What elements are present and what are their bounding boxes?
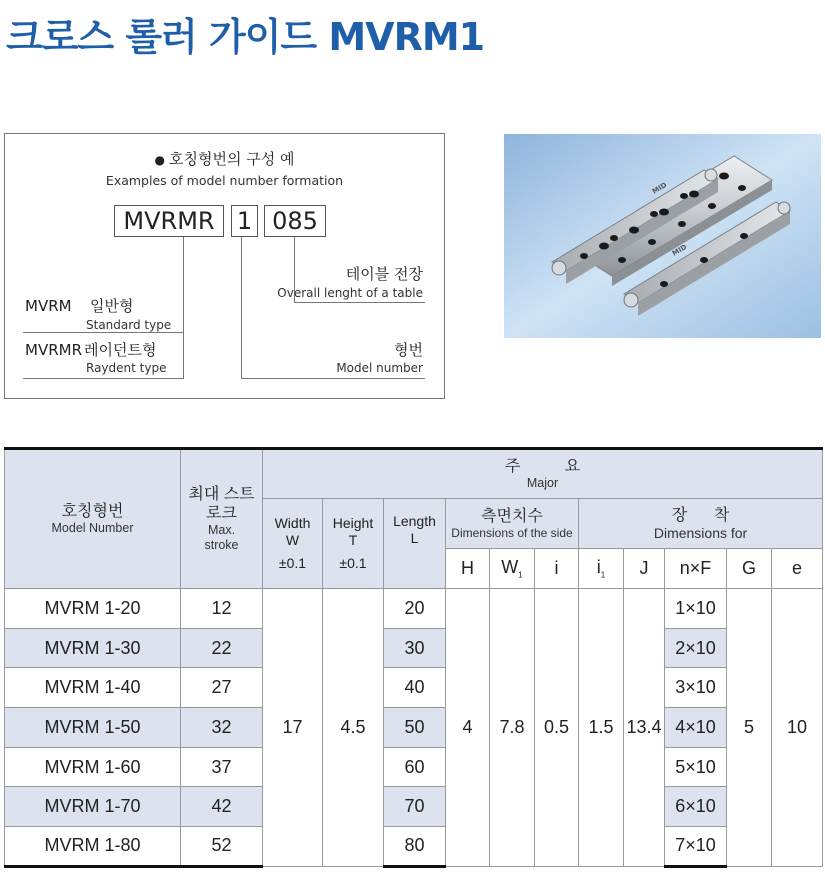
header-major bbox=[263, 449, 823, 499]
standard-type-ko: 일반형 bbox=[90, 297, 134, 315]
cell-model: MVRM 1-30 bbox=[5, 628, 181, 668]
page-title: 크로스 롤러 가이드 MVRM1 bbox=[6, 15, 485, 59]
leader-line-length-base bbox=[294, 302, 425, 303]
code-part-model: 1 bbox=[231, 205, 258, 237]
cell-nxF: 1×10 bbox=[665, 589, 727, 629]
cell-model: MVRM 1-50 bbox=[5, 708, 181, 748]
code-part-length: 085 bbox=[264, 205, 326, 237]
header-e: e bbox=[772, 549, 823, 589]
leader-line-type-standard bbox=[23, 332, 183, 333]
header-height-tolerance: ±0.1 bbox=[339, 554, 367, 571]
brand-mark-bottom: MID bbox=[670, 242, 689, 258]
product-photo bbox=[504, 134, 821, 338]
cell-H: 4 bbox=[446, 589, 490, 867]
raydent-type-code: MVRMR bbox=[25, 341, 82, 359]
cell-i: 0.5 bbox=[535, 589, 579, 867]
cell-stroke: 52 bbox=[181, 827, 263, 867]
cell-nxF: 2×10 bbox=[665, 628, 727, 668]
model-number-label-ko: 형번 bbox=[394, 341, 423, 359]
header-i1-sub: 1 bbox=[600, 570, 606, 580]
cell-nxF: 4×10 bbox=[665, 708, 727, 748]
table-row bbox=[5, 827, 823, 867]
standard-type-code: MVRM bbox=[25, 297, 72, 315]
header-width-symbol: W bbox=[285, 532, 300, 549]
cell-length: 50 bbox=[384, 708, 446, 748]
header-side-en: Dimensions of the side bbox=[451, 525, 573, 540]
cell-model: MVRM 1-60 bbox=[5, 747, 181, 787]
header-J: J bbox=[624, 549, 665, 589]
standard-type-en: Standard type bbox=[86, 318, 172, 332]
table-row bbox=[5, 787, 823, 827]
cell-e: 10 bbox=[772, 589, 823, 867]
cell-stroke: 12 bbox=[181, 589, 263, 629]
cell-model: MVRM 1-70 bbox=[5, 787, 181, 827]
formation-heading-en: Examples of model number formation bbox=[105, 173, 344, 188]
header-width-tolerance: ±0.1 bbox=[278, 554, 307, 571]
code-part-type: MVRMR bbox=[114, 205, 224, 237]
header-width-label: Width bbox=[274, 515, 311, 532]
cell-stroke: 27 bbox=[181, 668, 263, 708]
header-length-symbol: L bbox=[410, 529, 419, 546]
table-length-label-ko: 테이블 전장 bbox=[345, 265, 423, 283]
cell-length: 30 bbox=[384, 628, 446, 668]
header-major-ko: 주 요 bbox=[504, 457, 581, 475]
cross-roller-guide-illustration bbox=[504, 134, 821, 338]
raydent-type-ko: 레이던트형 bbox=[84, 341, 157, 359]
header-G: G bbox=[727, 549, 772, 589]
table-row bbox=[5, 589, 823, 629]
header-mount bbox=[579, 499, 823, 549]
header-mount-en: Dimensions for bbox=[653, 524, 748, 541]
leader-line-type-raydent bbox=[23, 378, 183, 379]
formation-heading-ko: ● 호칭형번의 구성 예 bbox=[5, 148, 444, 169]
header-i: i bbox=[535, 549, 579, 589]
table-row bbox=[5, 708, 823, 748]
header-length-label: Length bbox=[393, 513, 436, 529]
header-model bbox=[5, 449, 181, 589]
cell-length: 40 bbox=[384, 668, 446, 708]
header-nxF: n×F bbox=[665, 549, 727, 589]
header-stroke-en: Max. stroke bbox=[204, 523, 239, 553]
header-W1-base: W bbox=[501, 556, 519, 577]
header-length bbox=[384, 499, 446, 589]
header-height bbox=[323, 499, 384, 589]
leader-line-model bbox=[241, 237, 242, 379]
table-row bbox=[5, 668, 823, 708]
header-side bbox=[446, 499, 579, 549]
model-formation-box bbox=[4, 133, 445, 399]
raydent-type-en: Raydent type bbox=[86, 361, 167, 375]
header-model-en: Model Number bbox=[51, 521, 134, 536]
cell-stroke: 42 bbox=[181, 787, 263, 827]
cell-length: 60 bbox=[384, 747, 446, 787]
header-height-symbol: T bbox=[348, 532, 358, 549]
header-major-en: Major bbox=[526, 476, 559, 491]
table-length-label-en: Overall lenght of a table bbox=[277, 286, 423, 300]
cell-i1: 1.5 bbox=[579, 589, 624, 867]
cell-model: MVRM 1-80 bbox=[5, 827, 181, 867]
cell-nxF: 6×10 bbox=[665, 787, 727, 827]
cell-width: 17 bbox=[263, 589, 323, 867]
header-height-label: Height bbox=[332, 515, 374, 532]
model-number-label-en: Model number bbox=[336, 361, 423, 375]
cell-model: MVRM 1-20 bbox=[5, 589, 181, 629]
table-row bbox=[5, 628, 823, 668]
leader-line-type bbox=[183, 237, 184, 379]
header-W1-sub: 1 bbox=[518, 570, 523, 580]
leader-line-model-base bbox=[241, 378, 425, 379]
cell-length: 80 bbox=[384, 827, 446, 867]
cell-stroke: 37 bbox=[181, 747, 263, 787]
header-side-ko: 측면치수 bbox=[481, 507, 543, 525]
cell-G: 5 bbox=[727, 589, 772, 867]
cell-J: 13.4 bbox=[624, 589, 665, 867]
header-model-ko: 호칭형번 bbox=[61, 502, 124, 520]
brand-mark-top: MID bbox=[650, 180, 669, 196]
cell-model: MVRM 1-40 bbox=[5, 668, 181, 708]
header-stroke-ko: 최대 스트로크 bbox=[188, 485, 255, 522]
header-mount-ko: 장 착 bbox=[671, 506, 730, 524]
spec-table bbox=[4, 447, 823, 868]
cell-height: 4.5 bbox=[323, 589, 384, 867]
cell-nxF: 5×10 bbox=[665, 747, 727, 787]
table-row bbox=[5, 747, 823, 787]
header-H: H bbox=[446, 549, 490, 589]
cell-length: 20 bbox=[384, 589, 446, 629]
cell-nxF: 3×10 bbox=[665, 668, 727, 708]
header-width bbox=[263, 499, 323, 589]
cell-stroke: 22 bbox=[181, 628, 263, 668]
cell-W1: 7.8 bbox=[490, 589, 535, 867]
cell-stroke: 32 bbox=[181, 708, 263, 748]
header-stroke bbox=[181, 449, 263, 589]
header-W1 bbox=[490, 549, 535, 589]
cell-nxF: 7×10 bbox=[665, 827, 727, 867]
header-i1 bbox=[579, 549, 624, 589]
cell-length: 70 bbox=[384, 787, 446, 827]
header-i1-base: i bbox=[596, 556, 601, 577]
